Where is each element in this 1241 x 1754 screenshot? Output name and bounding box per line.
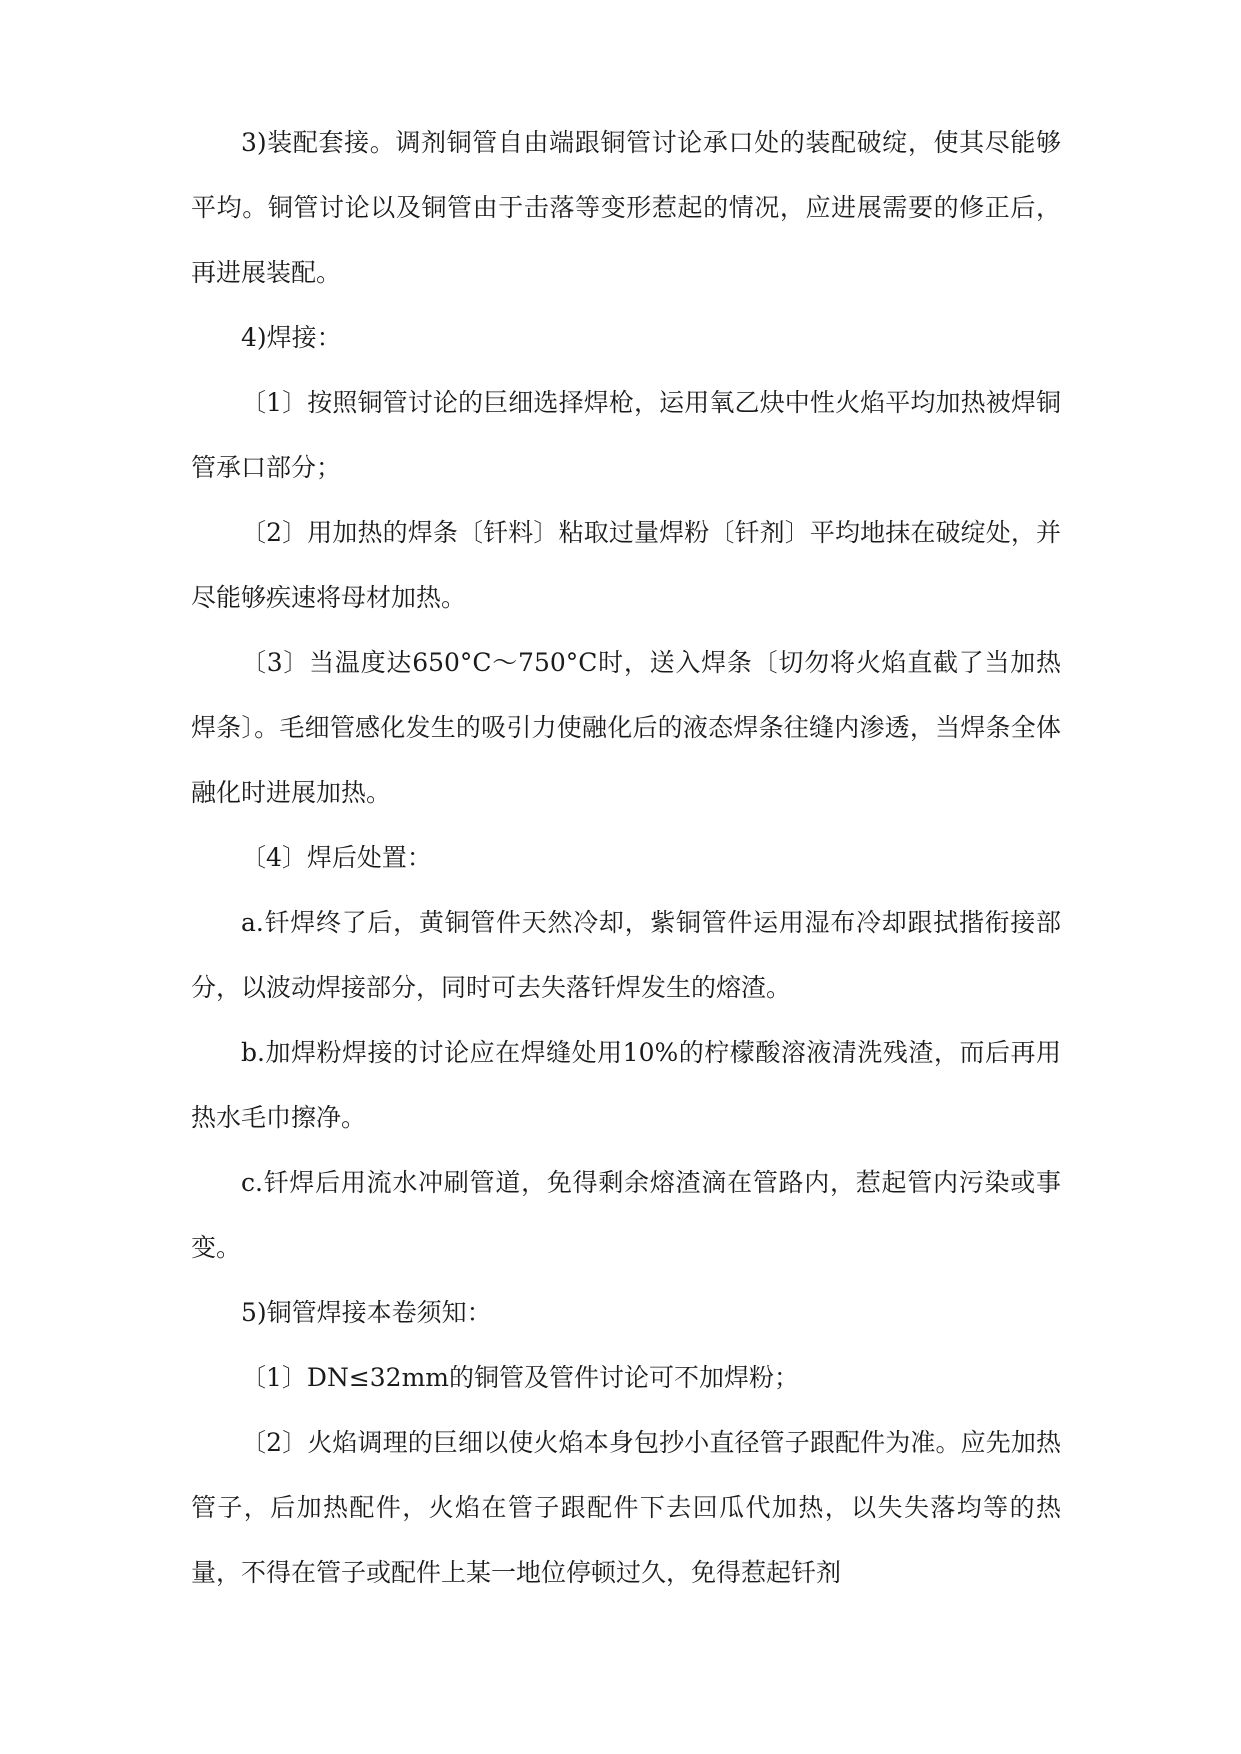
paragraph-text: 〔2〕火焰调理的巨细以使火焰本身包抄小直径管子跟配件为准。应先加热管子，后加热配件，火焰在管子跟配件下去回瓜代加热，以失失落均等的热量，不得在管子或配件上某一地位停顿过久，免得惹起钎剂: [191, 1428, 1061, 1587]
paragraph-text: 4)焊接：: [241, 323, 342, 352]
paragraph-assembly: [191, 110, 1061, 305]
paragraph-notes-heading: [191, 1280, 1061, 1345]
body-text: [191, 110, 1061, 1605]
paragraph-note-1: [191, 1345, 1061, 1410]
paragraph-text: c.钎焊后用流水冲刷管道，免得剩余熔渣滴在管路内，惹起管内污染或事变。: [191, 1168, 1061, 1262]
paragraph-text: 〔4〕焊后处置：: [241, 843, 432, 872]
paragraph-text: 〔2〕用加热的焊条〔钎料〕粘取过量焊粉〔钎剂〕平均地抹在破绽处，并尽能够疾速将母材加热。: [191, 518, 1061, 612]
paragraph-text: 5)铜管焊接本卷须知：: [241, 1298, 492, 1327]
paragraph-item-b: [191, 1020, 1061, 1150]
paragraph-text: 3)装配套接。调剂铜管自由端跟铜管讨论承口处的装配破绽，使其尽能够平均。铜管讨论以及铜管由于击落等变形惹起的情况，应进展需要的修正后，再进展装配。: [191, 128, 1061, 287]
paragraph-welding-heading: [191, 305, 1061, 370]
paragraph-step-1: [191, 370, 1061, 500]
paragraph-note-2: [191, 1410, 1061, 1605]
paragraph-item-c: [191, 1150, 1061, 1280]
paragraph-step-3: [191, 630, 1061, 825]
paragraph-step-2: [191, 500, 1061, 630]
paragraph-text: 〔1〕DN≤32mm的铜管及管件讨论可不加焊粉；: [241, 1363, 799, 1392]
paragraph-text: 〔3〕当温度达650°C～750°C时，送入焊条〔切勿将火焰直截了当加热焊条〕。毛细管感化发生的吸引力使融化后的液态焊条往缝内渗透，当焊条全体融化时进展加热。: [191, 648, 1061, 807]
paragraph-step-4: [191, 825, 1061, 890]
paragraph-text: a.钎焊终了后，黄铜管件天然冷却，紫铜管件运用湿布冷却跟拭揩衔接部分，以波动焊接部分，同时可去失落钎焊发生的熔渣。: [191, 908, 1061, 1002]
paragraph-text: 〔1〕按照铜管讨论的巨细选择焊枪，运用氧乙炔中性火焰平均加热被焊铜管承口部分；: [191, 388, 1061, 482]
paragraph-item-a: [191, 890, 1061, 1020]
paragraph-text: b.加焊粉焊接的讨论应在焊缝处用10%的柠檬酸溶液清洗残渣，而后再用热水毛巾擦净。: [191, 1038, 1061, 1132]
